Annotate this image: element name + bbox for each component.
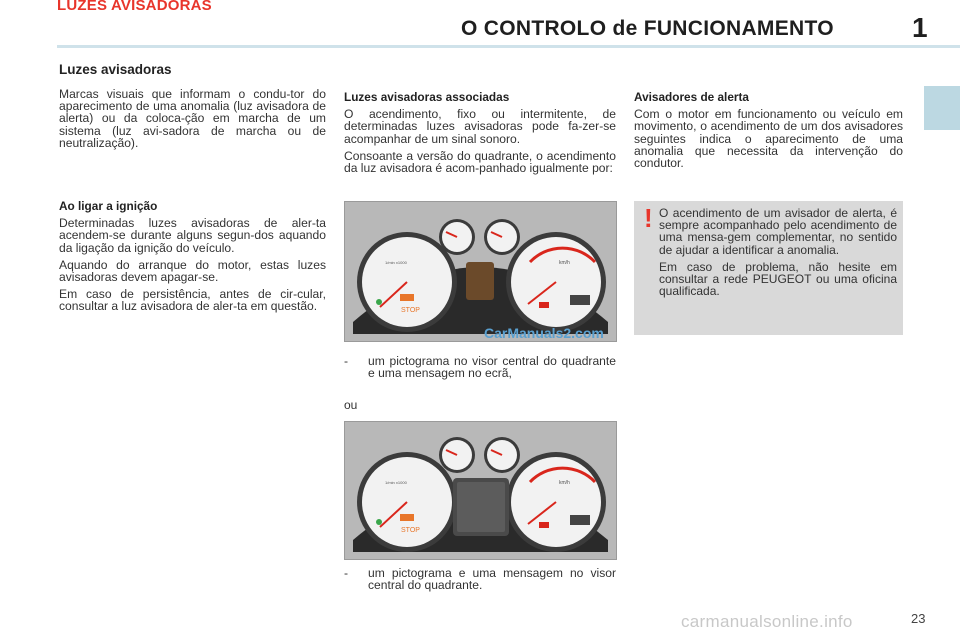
stop-lamp: STOP: [401, 527, 420, 534]
column-alert: [634, 91, 903, 174]
alert-heading: Avisadores de alerta: [634, 90, 749, 104]
instrument-cluster-image-1: [344, 201, 617, 342]
column-associated: [344, 91, 616, 179]
bullet-text-2: um pictograma e uma mensagem no visor central do quadrante.: [368, 566, 616, 593]
central-display-icon: [466, 262, 494, 300]
orange-warning-lamp-icon: [400, 294, 414, 301]
stop-lamp: STOP: [401, 307, 420, 314]
list-dash: -: [344, 354, 349, 368]
instrument-cluster-illustration: [345, 422, 616, 559]
associated-paragraph-2: Consoante a versão do quadrante, o acendimento da luz avisadora é acom-panhado igualmente por:: [344, 148, 616, 176]
list-item: [344, 355, 616, 379]
red-warning-lamp-icon: [539, 522, 549, 528]
watermark: CarManuals2.com: [484, 325, 604, 341]
instrument-cluster-illustration: [345, 202, 616, 341]
instrument-cluster-image-2: [344, 421, 617, 560]
ignition-heading: Ao ligar a ignição: [59, 199, 158, 213]
footer-watermark: carmanualsonline.info: [681, 612, 853, 631]
or-connector: ou: [344, 398, 358, 412]
list-item: [344, 567, 616, 591]
alert-note-text: [659, 207, 897, 302]
column-intro: [59, 88, 326, 154]
section-heading: Luzes avisadoras: [59, 62, 172, 77]
ignition-paragraph-3: Em caso de persistência, antes de cir-cular, consultar a luz avisadora de aler-ta em questão.: [59, 287, 326, 314]
speed-unit-label: km/h: [559, 480, 570, 486]
page-number: 23: [911, 611, 926, 626]
ignition-paragraph-1: Determinadas luzes avisadoras de aler-ta acendem-se durante alguns segun-dos aquando da ligação da ignição do veículo.: [59, 216, 326, 255]
exclamation-icon: !: [644, 203, 653, 233]
header-rule: [57, 45, 960, 48]
alert-note-box: [634, 201, 903, 335]
list-dash: -: [344, 566, 349, 580]
alert-note-paragraph-1: O acendimento de um avisador de alerta, é sempre acompanhado pelo acendimento de uma mensa-gem complementar, no sentido de ajudar a identificar a anomalia.: [659, 206, 897, 257]
speed-unit-label: km/h: [559, 260, 570, 266]
rpm-unit-label: 1/min x1000: [385, 480, 407, 485]
bullet-text-1: um pictograma no visor central do quadrante e uma mensagem no ecrã,: [368, 354, 616, 381]
red-warning-lamp-icon: [539, 302, 549, 308]
rpm-unit-label: 1/min x1000: [385, 260, 407, 265]
column-ignition: [59, 200, 326, 318]
green-warning-lamp-icon: [376, 299, 382, 305]
chapter-side-tab: [924, 86, 960, 130]
associated-paragraph-1: O acendimento, fixo ou intermitente, de determinadas luzes avisadoras pode fa-zer-se acompanhar de um sinal sonoro.: [344, 107, 616, 146]
associated-heading: Luzes avisadoras associadas: [344, 90, 510, 104]
green-warning-lamp-icon: [376, 519, 382, 525]
chapter-title: O CONTROLO de FUNCIONAMENTO: [461, 17, 834, 40]
alert-paragraph: Com o motor em funcionamento ou veículo em movimento, o acendimento de um dos avisadores seguintes indica o aparecimento de uma anomalia que necessita da intervenção do condutor.: [634, 107, 903, 171]
chapter-number: 1: [912, 12, 928, 43]
ignition-paragraph-2: Aquando do arranque do motor, estas luzes avisadoras devem apagar-se.: [59, 257, 326, 285]
alert-note-paragraph-2: Em caso de problema, não hesite em consultar a rede PEUGEOT ou uma oficina qualificada.: [659, 259, 897, 299]
intro-paragraph: Marcas visuais que informam o condu-tor do aparecimento de uma anomalia (luz avisadora de alerta) ou da coloca-ção em marcha de um sistema (luz avi-sadora de marcha ou de neutralização).: [59, 87, 326, 150]
section-tag: LUZES AVISADORAS: [57, 0, 212, 14]
orange-warning-lamp-icon: [400, 514, 414, 521]
